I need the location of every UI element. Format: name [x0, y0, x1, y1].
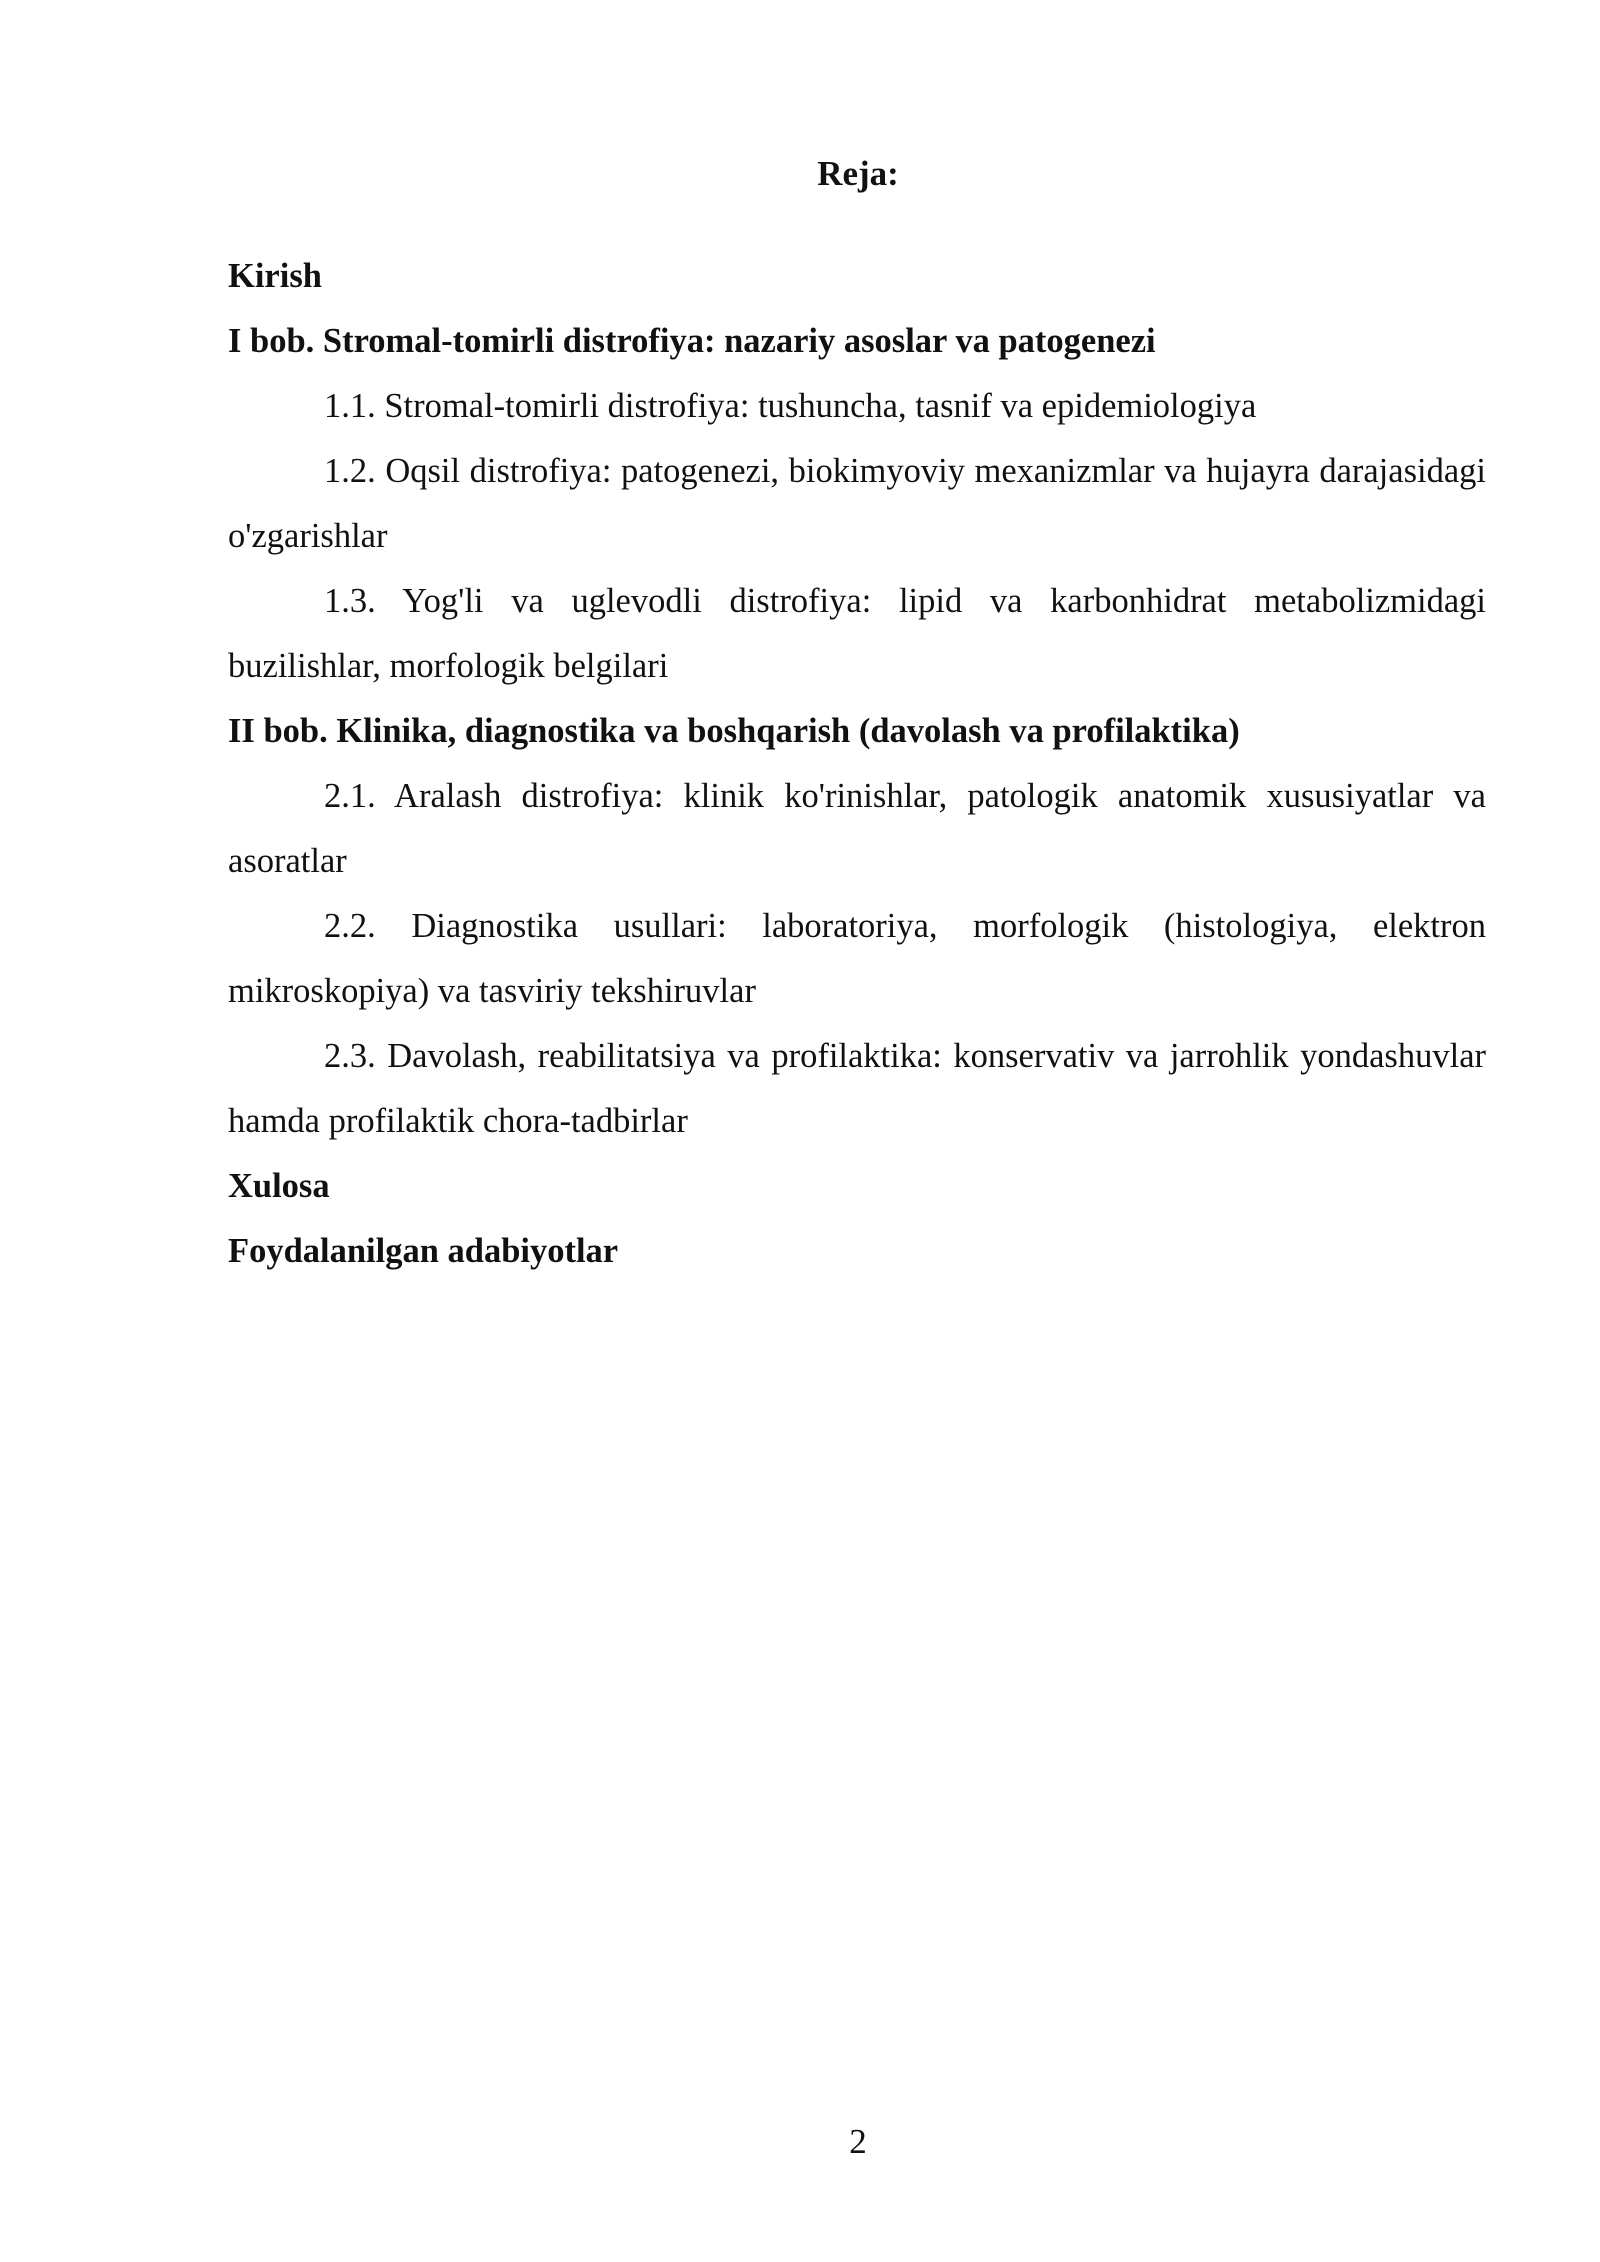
- toc-introduction: Kirish: [228, 257, 322, 295]
- toc-item-2-1: 2.1. Aralash distrofiya: klinik ko'rinishlar, patologik anatomik xususiyatlar va asoratlar: [228, 777, 1486, 880]
- toc-chapter-2: II bob. Klinika, diagnostika va boshqarish (davolash va profilaktika): [228, 712, 1240, 750]
- page-title: Reja:: [817, 154, 899, 193]
- toc-references: Foydalanilgan adabiyotlar: [228, 1232, 619, 1270]
- toc-item-2-2: 2.2. Diagnostika usullari: laboratoriya, morfologik (histologiya, elektron mikroskopiya) va tasviriy tekshiruvlar: [228, 907, 1486, 1010]
- toc-item-1-3: 1.3. Yog'li va uglevodli distrofiya: lipid va karbonhidrat metabolizmidagi buzilishlar, morfologik belgilari: [228, 582, 1486, 685]
- toc-item-1-2: 1.2. Oqsil distrofiya: patogenezi, biokimyoviy mexanizmlar va hujayra darajasidagi o'zgarishlar: [228, 452, 1486, 555]
- toc-conclusion: Xulosa: [228, 1167, 330, 1205]
- page-number: 2: [849, 2122, 867, 2161]
- toc-item-1-1: 1.1. Stromal-tomirli distrofiya: tushuncha, tasnif va epidemiologiya: [324, 387, 1257, 425]
- toc-item-2-3: 2.3. Davolash, reabilitatsiya va profilaktika: konservativ va jarrohlik yondashuvlar hamda profilaktik chora-tadbirlar: [228, 1037, 1486, 1140]
- table-of-contents: [228, 244, 1486, 1284]
- toc-chapter-1: I bob. Stromal-tomirli distrofiya: nazariy asoslar va patogenezi: [228, 322, 1156, 360]
